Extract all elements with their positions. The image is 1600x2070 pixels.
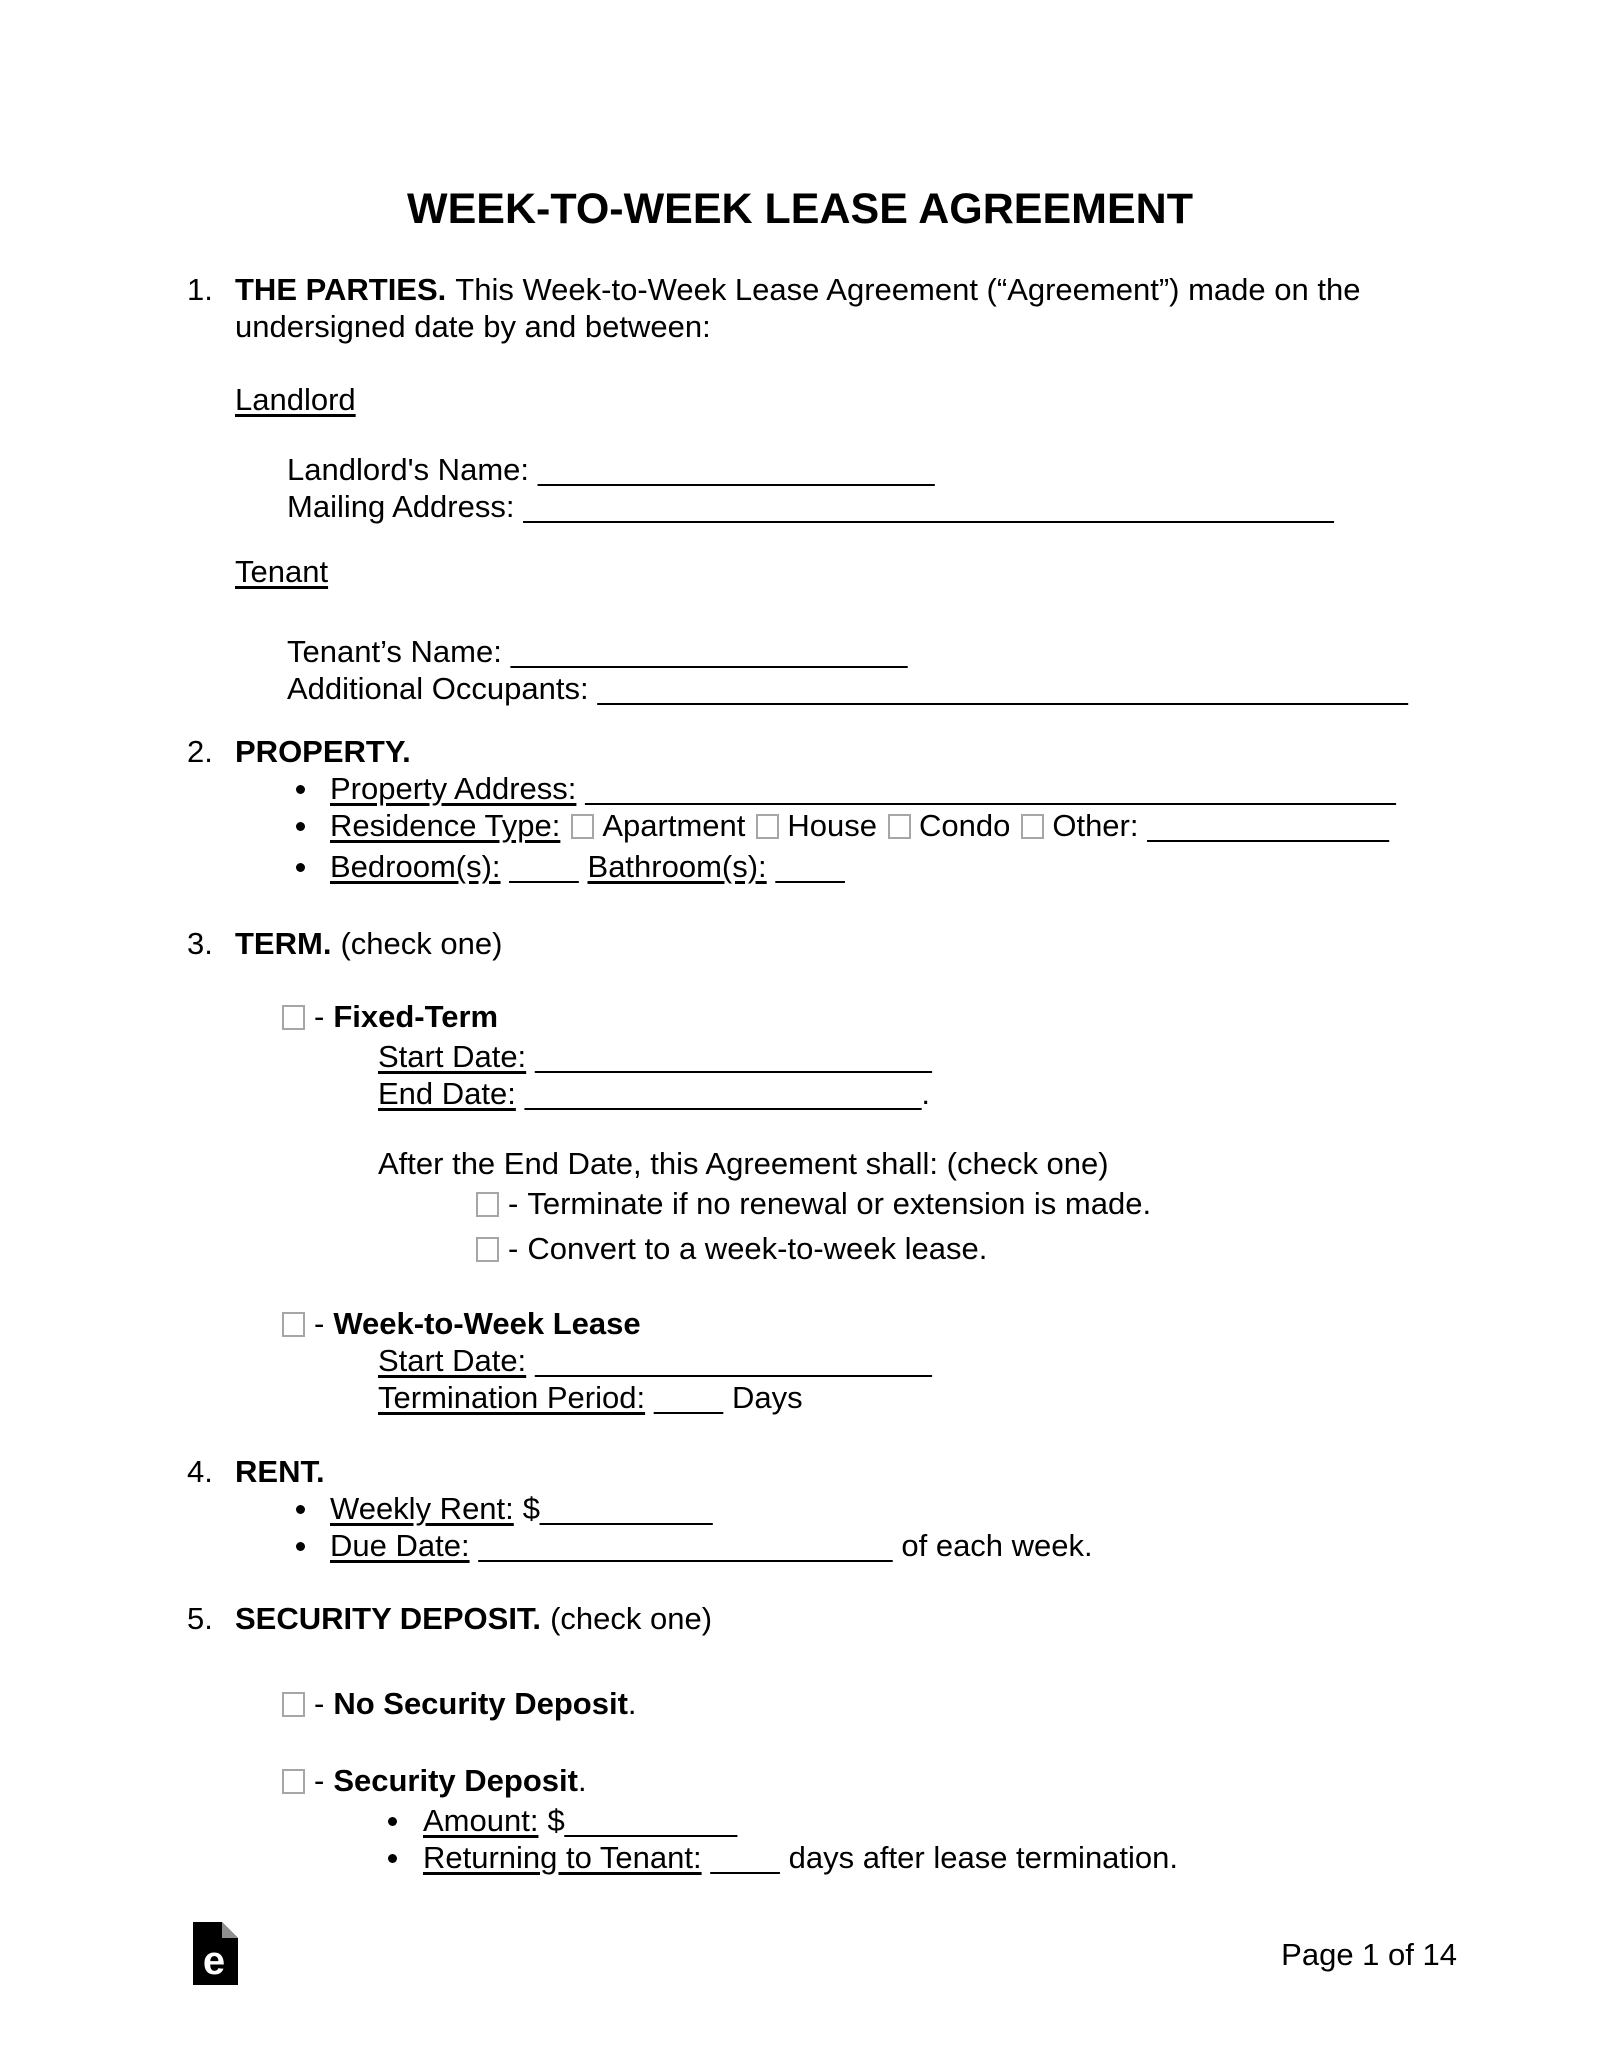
page-footer [0,1922,1600,1988]
bullet-icon [296,1505,305,1514]
deposit-option-line [0,1762,1600,1799]
checkbox-condo[interactable] [888,814,911,839]
mailing-address-blank[interactable]: _______________________________________________ [523,489,1334,524]
checkbox-convert[interactable] [476,1237,499,1262]
no-deposit-period: . [627,1686,637,1721]
bathroom-blank[interactable]: ____ [775,849,845,884]
bullet-icon [388,1817,397,1826]
section-deposit-note: (check one) [550,1601,713,1636]
week-to-week-label: Week-to-Week Lease [333,1306,641,1341]
tenant-name-blank[interactable]: _______________________ [510,634,908,669]
bullet-icon [296,822,305,831]
dash: - [314,1686,325,1721]
bullet-icon [388,1854,397,1863]
landlord-name-line [0,451,1600,488]
additional-occupants-blank[interactable]: _______________________________________________ [597,671,1408,706]
fixed-start-date-blank[interactable]: _______________________ [535,1039,932,1074]
residence-type-label: Residence Type: [330,808,561,843]
option-house-label: House [787,808,877,843]
bullet-icon [296,785,305,794]
section-rent-heading-line [0,1453,1600,1490]
no-deposit-option-line [0,1685,1600,1722]
additional-occupants-label: Additional Occupants: [287,671,589,706]
property-address-label: Property Address: [330,771,577,806]
landlord-name-label: Landlord's Name: [287,452,529,487]
after-end-date-line [0,1145,1600,1182]
convert-option-text: Convert to a week-to-week lease. [527,1231,988,1266]
section-number: 2. [187,734,213,769]
section-property-title: PROPERTY. [235,734,411,769]
deposit-label: Security Deposit [333,1763,578,1798]
logo-fold-shape [222,1922,238,1938]
section-number: 4. [187,1454,213,1489]
residence-type-line [0,807,1600,844]
mailing-address-label: Mailing Address: [287,489,515,524]
landlord-heading-line [0,381,1600,418]
section-deposit-title: SECURITY DEPOSIT. [235,1601,542,1636]
bullet-icon [296,863,305,872]
checkbox-week-to-week[interactable] [282,1312,305,1337]
section-number: 5. [187,1601,213,1636]
termination-period-label: Termination Period: [378,1380,646,1415]
deposit-amount-line [0,1802,1600,1839]
bedroom-label: Bedroom(s): [330,849,501,884]
weekly-rent-blank[interactable]: __________ [540,1491,713,1526]
weekly-start-date-line [0,1342,1600,1379]
deposit-period: . [577,1763,587,1798]
checkbox-apartment[interactable] [571,814,594,839]
terminate-option-line [0,1185,1600,1222]
dash: - [508,1186,519,1221]
amount-label: Amount: [423,1803,539,1838]
section-deposit-heading-line [0,1600,1600,1637]
termination-period-line [0,1379,1600,1416]
due-date-label: Due Date: [330,1528,470,1563]
start-date-label: Start Date: [378,1343,527,1378]
tenant-heading-line [0,553,1600,590]
dash: - [508,1231,519,1266]
terminate-option-text: Terminate if no renewal or extension is made. [527,1186,1152,1221]
due-date-blank[interactable]: ________________________ [478,1528,893,1563]
checkbox-fixed-term[interactable] [282,1005,305,1030]
checkbox-no-security-deposit[interactable] [282,1692,305,1717]
weekly-rent-line [0,1490,1600,1527]
bedroom-blank[interactable]: ____ [509,849,579,884]
bedroom-bathroom-line [0,848,1600,885]
section-number: 1. [187,272,213,307]
intro-continuation: undersigned date by and between: [235,309,711,344]
section-parties-intro-line2 [0,308,1600,345]
returning-to-tenant-line [0,1839,1600,1876]
section-parties-intro: This Week-to-Week Lease Agreement (“Agreement”) made on the [455,272,1361,307]
option-apartment-label: Apartment [602,808,746,843]
property-address-blank[interactable]: _______________________________________________ [585,771,1396,806]
fixed-term-label: Fixed-Term [333,999,499,1034]
checkbox-other[interactable] [1021,814,1044,839]
option-condo-label: Condo [918,808,1011,843]
logo-letter: e [202,1939,226,1983]
fixed-start-date-line [0,1038,1600,1075]
week-to-week-option-line [0,1305,1600,1342]
no-deposit-label: No Security Deposit [333,1686,628,1721]
fixed-end-date-blank[interactable]: _______________________ [524,1076,922,1111]
termination-period-blank[interactable]: ____ [654,1380,724,1415]
section-term-title: TERM. [235,926,332,961]
tenant-name-label: Tenant’s Name: [287,634,502,669]
tenant-heading: Tenant [235,554,329,589]
checkbox-security-deposit[interactable] [282,1769,305,1794]
landlord-heading: Landlord [235,382,356,417]
landlord-name-blank[interactable]: _______________________ [538,452,935,487]
end-date-period: . [921,1076,931,1111]
section-parties-heading-line [0,271,1600,308]
deposit-amount-blank[interactable]: __________ [564,1803,738,1838]
checkbox-house[interactable] [756,814,779,839]
weekly-start-date-blank[interactable]: _______________________ [535,1343,932,1378]
mailing-address-line [0,488,1600,525]
page-number: Page 1 of 14 [1281,1937,1457,1972]
option-other-label: Other: [1052,808,1139,843]
property-address-line [0,770,1600,807]
section-term-note: (check one) [340,926,503,961]
additional-occupants-line [0,670,1600,707]
section-number: 3. [187,926,213,961]
eforms-logo [193,1922,238,1985]
returning-to-tenant-label: Returning to Tenant: [423,1840,702,1875]
dash: - [314,1306,325,1341]
weekly-rent-label: Weekly Rent: [330,1491,514,1526]
due-date-line [0,1527,1600,1564]
document-title: WEEK-TO-WEEK LEASE AGREEMENT [407,185,1193,233]
fixed-term-option-line [0,998,1600,1035]
due-date-suffix: of each week. [901,1528,1093,1563]
bullet-icon [296,1542,305,1551]
section-parties-title: THE PARTIES. [235,272,447,307]
dash: - [314,1763,325,1798]
tenant-name-line [0,633,1600,670]
bathroom-label: Bathroom(s): [587,849,767,884]
section-rent-title: RENT. [235,1454,325,1489]
currency-symbol: $ [547,1803,565,1838]
returning-days-blank[interactable]: ____ [710,1840,780,1875]
end-date-label: End Date: [378,1076,516,1111]
start-date-label: Start Date: [378,1039,527,1074]
other-residence-blank[interactable]: ______________ [1147,808,1389,843]
returning-suffix: days after lease termination. [788,1840,1179,1875]
convert-option-line [0,1230,1600,1267]
currency-symbol: $ [522,1491,541,1526]
checkbox-terminate[interactable] [476,1192,499,1217]
dash: - [314,999,325,1034]
section-term-heading-line [0,925,1600,962]
termination-period-suffix: Days [732,1380,803,1415]
section-property-heading-line [0,733,1600,770]
after-end-date-text: After the End Date, this Agreement shall: (check one) [378,1146,1109,1181]
fixed-end-date-line [0,1075,1600,1112]
